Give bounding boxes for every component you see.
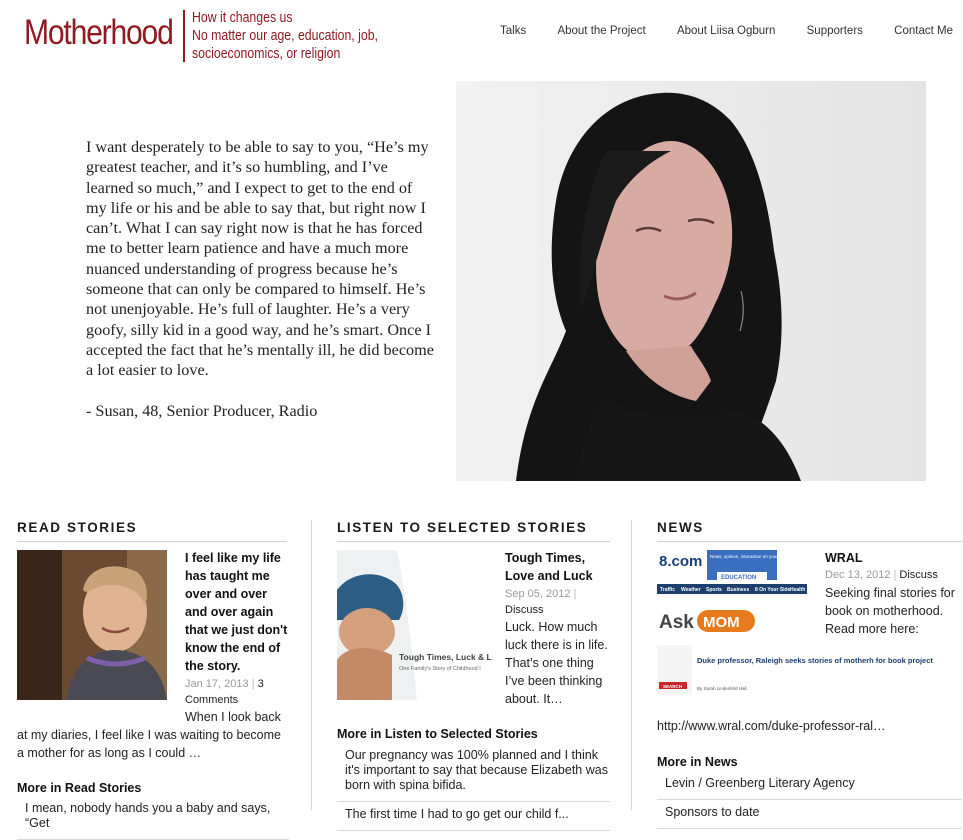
tagline-line-1: How it changes us [192, 9, 293, 26]
news-post-title-link[interactable]: WRAL [825, 551, 863, 565]
section-title: NEWS [657, 520, 962, 542]
meta-separator: | [893, 569, 897, 581]
more-listen-stories-list [337, 743, 610, 831]
read-story-thumbnail[interactable] [17, 550, 167, 700]
section-title: LISTEN TO SELECTED STORIES [337, 520, 610, 542]
more-news-heading: More in News [657, 755, 738, 769]
list-item[interactable]: Levin / Greenberg Literary Agency [657, 771, 962, 800]
news-post-meta [825, 567, 960, 583]
feature-quote [86, 137, 436, 421]
thumb-nav-item: Sports [706, 587, 722, 593]
nav-contact[interactable]: Contact Me [894, 25, 953, 37]
thumb-subtitle-text: One Family's Story of Childhood I [399, 666, 481, 672]
quote-text: I want desperately to be able to say to you, “He’s my greatest teacher, and it’s so humbling, and I’ve learned so much,” and I expect to get to the end of my life or his and be able to say that, but right now I can’t. What I can say right now is that he has forced me to better learn patience and have a much more nuanced understanding of progress because he’s someone that can only be compared to himself. He’s not unenjoyable. He’s full of laughter. He’s a very goofy, silly kid in a good way, and he’s smart. Once I accepted the fact that he’s mentally ill, he did become a lot easier to love. [86, 138, 434, 380]
nav-talks[interactable]: Talks [500, 25, 527, 37]
thumb-nav-item: Business [727, 587, 750, 593]
comments-word-link[interactable]: Comments [185, 694, 239, 706]
post-date: Dec 13, 2012 [825, 569, 891, 581]
discuss-link[interactable]: Discuss [505, 604, 544, 616]
thumb-search-text: SEARCH [663, 684, 683, 689]
thumb-nav-item: 8 On Your Side [755, 587, 791, 593]
read-stories-section [17, 520, 287, 542]
logo-divider [183, 10, 185, 62]
listen-story-thumbnail[interactable] [337, 550, 492, 700]
section-title: READ STORIES [17, 520, 287, 542]
meta-separator: | [251, 678, 255, 690]
thumb-nav-item: Traffic [660, 587, 676, 593]
comments-count-link[interactable]: 3 [257, 678, 264, 690]
post-date: Jan 17, 2013 [185, 678, 249, 690]
news-section [657, 520, 962, 542]
site-tagline [192, 9, 378, 63]
news-post-excerpt: Seeking final stories for book on motherhood. Read more here: [825, 586, 955, 636]
thumb-mom-text: MOM [703, 614, 740, 631]
tagline-line-3: socioeconomics, or religion [192, 45, 341, 62]
listen-story-excerpt: Luck. How much luck there is in life. That’s one thing I’ve been thinking about. It… [505, 620, 608, 706]
thumb-education-text: EDUCATION [721, 575, 757, 581]
feature-portrait-image [456, 81, 926, 481]
list-item[interactable]: The first time I had to go get our child f... [337, 802, 610, 831]
more-news-list [657, 771, 962, 829]
site-logo[interactable]: Motherhood [24, 13, 173, 52]
discuss-link[interactable]: Discuss [899, 569, 938, 581]
thumb-byline-text: By Sarah Lindenfeld Hall [697, 686, 747, 691]
quote-attribution: - Susan, 48, Senior Producer, Radio [86, 401, 318, 420]
meta-separator: | [573, 588, 577, 600]
listen-story-title-link[interactable]: Tough Times, Love and Luck [505, 551, 593, 583]
thumb-nav-item: Weather [681, 587, 701, 593]
column-divider-2 [631, 520, 632, 810]
read-story-excerpt-start: When I look back [185, 710, 281, 724]
list-item[interactable]: I mean, nobody hands you a baby and says, “Get [17, 796, 289, 840]
nav-about-project[interactable]: About the Project [557, 25, 646, 37]
post-date: Sep 05, 2012 [505, 588, 571, 600]
nav-supporters[interactable]: Supporters [806, 25, 863, 37]
listen-story-meta [505, 586, 605, 618]
tagline-line-2: No matter our age, education, job, [192, 27, 378, 44]
more-listen-stories-heading: More in Listen to Selected Stories [337, 727, 538, 741]
thumb-promo-text: News, opinion, interaction on your schools [710, 554, 795, 559]
listen-stories-section [337, 520, 610, 542]
thumb-headline-text: Duke professor, Raleigh seeks stories of motherh for book project [697, 656, 933, 665]
list-item[interactable]: Our pregnancy was 100% planned and I think it's important to say that because Elizabeth was born with spina bifida. [337, 743, 610, 802]
read-story-title-link[interactable]: I feel like my life has taught me over and over and over again that we just don't know the end of the story. [185, 551, 288, 673]
nav-about-author[interactable]: About Liisa Ogburn [676, 25, 776, 37]
thumb-brand-text: 8.com [659, 553, 703, 570]
more-read-stories-heading: More in Read Stories [17, 781, 142, 795]
list-item[interactable]: Sponsors to date [657, 800, 962, 829]
more-read-stories-list [17, 796, 289, 840]
main-nav [500, 25, 953, 37]
read-story-excerpt: at my diaries, I feel like I was waiting to become a mother for as long as I could … [17, 728, 282, 760]
news-post-url-link[interactable]: http://www.wral.com/duke-professor-ral… [657, 719, 886, 733]
thumb-nav-item: Health [790, 587, 806, 593]
thumb-ask-text: Ask [659, 612, 694, 633]
read-story-meta [185, 676, 289, 708]
thumb-title-text: Tough Times, Luck & L [399, 652, 492, 662]
column-divider-1 [311, 520, 312, 810]
